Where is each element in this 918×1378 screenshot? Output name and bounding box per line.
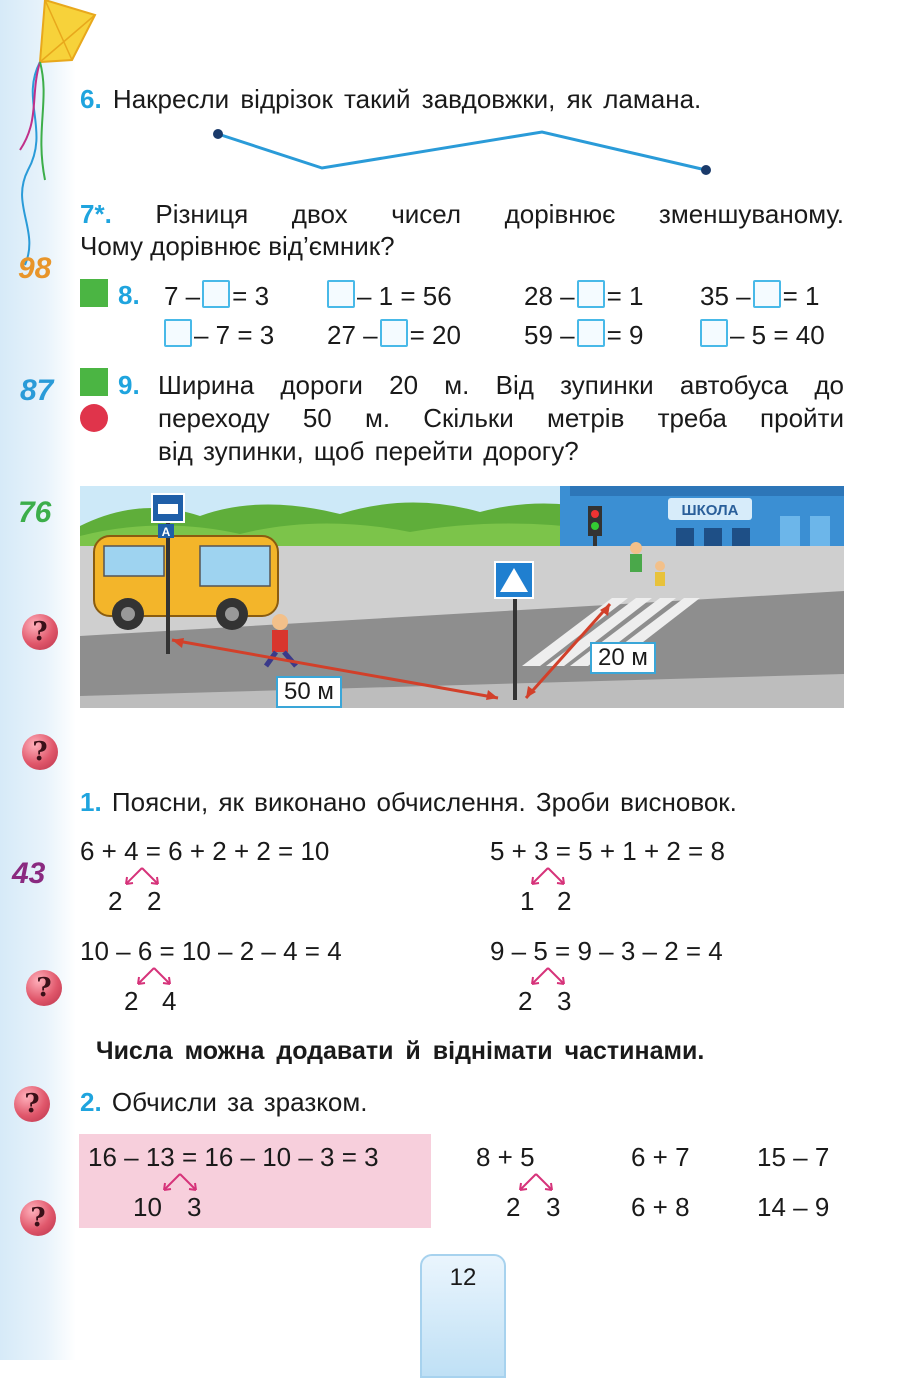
equation: 28 – = 1 bbox=[524, 281, 644, 311]
task-text: Обчисли за зразком. bbox=[111, 1087, 368, 1117]
task-number: 6. bbox=[80, 84, 102, 114]
task-1 bbox=[80, 787, 737, 818]
split-arrows-icon bbox=[120, 864, 164, 888]
part-value: 2 bbox=[147, 886, 162, 916]
exercise-expression: 6 + 8 bbox=[631, 1192, 690, 1222]
sample-expression: 16 – 13 = 16 – 10 – 3 = 3 bbox=[88, 1142, 379, 1172]
task-2 bbox=[80, 1087, 367, 1118]
task-number: 1. bbox=[80, 787, 102, 817]
task-text: Поясни, як виконано обчислення. Зроби висновок. bbox=[111, 787, 737, 817]
width-label: 20 м bbox=[590, 642, 656, 674]
task-number: 9. bbox=[118, 370, 140, 400]
part-value: 2 bbox=[124, 986, 139, 1016]
margin-number: 87 bbox=[20, 374, 54, 407]
question-icon: ? bbox=[22, 614, 58, 650]
exercise-expression: 8 + 5 bbox=[476, 1142, 535, 1172]
split-arrows-icon bbox=[514, 1170, 558, 1194]
question-icon: ? bbox=[20, 1200, 56, 1236]
polyline-figure bbox=[210, 126, 720, 178]
part-value: 3 bbox=[546, 1192, 561, 1222]
split-arrows-icon bbox=[132, 964, 176, 988]
equation: 7 – = 3 bbox=[164, 281, 270, 311]
task-6 bbox=[80, 84, 701, 115]
green-marker bbox=[80, 279, 108, 307]
task-9-line-1: Ширина дороги 20 м. Від зупинки автобуса до bbox=[158, 370, 844, 400]
street-illustration bbox=[80, 486, 844, 708]
task-text: Різниця двох чисел дорівнює зменшуваному. bbox=[155, 199, 844, 229]
bus-stop-letter: А bbox=[161, 525, 171, 539]
distance-label: 50 м bbox=[276, 676, 342, 708]
part-value: 4 bbox=[162, 986, 177, 1016]
part-value: 2 bbox=[518, 986, 533, 1016]
margin-number: 43 bbox=[12, 857, 46, 890]
rule-statement: Числа можна додавати й віднімати частинами. bbox=[96, 1037, 705, 1065]
part-value: 2 bbox=[506, 1192, 521, 1222]
task-number: 7*. bbox=[80, 199, 112, 229]
red-marker bbox=[80, 404, 108, 432]
part-value: 2 bbox=[108, 886, 123, 916]
margin-number: 98 bbox=[18, 252, 52, 285]
example-expression: 10 – 6 = 10 – 2 – 4 = 4 bbox=[80, 936, 342, 966]
task-9-line-3: від зупинки, щоб перейти дорогу? bbox=[158, 436, 579, 466]
example-expression: 5 + 3 = 5 + 1 + 2 = 8 bbox=[490, 836, 725, 866]
task-number: 2. bbox=[80, 1087, 102, 1117]
equation: 35 – = 1 bbox=[700, 281, 820, 311]
question-icon: ? bbox=[22, 734, 58, 770]
answer-box[interactable] bbox=[700, 319, 728, 347]
street-scene bbox=[80, 486, 844, 708]
split-arrows-icon bbox=[526, 864, 570, 888]
margin-number: 76 bbox=[18, 496, 52, 529]
equation: – 7 = 3 bbox=[162, 319, 274, 351]
task-text: Накресли відрізок такий завдовжки, як ламана. bbox=[112, 84, 702, 114]
equation: 59 – = 9 bbox=[524, 320, 644, 350]
exercise-expression: 6 + 7 bbox=[631, 1142, 690, 1172]
answer-box[interactable] bbox=[753, 280, 781, 308]
split-arrows-icon bbox=[526, 964, 570, 988]
task-7-line-2: Чому дорівнює від’ємник? bbox=[80, 231, 395, 261]
exercise-expression: 15 – 7 bbox=[757, 1142, 830, 1172]
page-number: 12 bbox=[449, 1264, 477, 1291]
task-9-line-2: переходу 50 м. Скільки метрів треба пройти bbox=[158, 403, 844, 433]
part-value: 2 bbox=[557, 886, 572, 916]
question-icon: ? bbox=[26, 970, 62, 1006]
equation: 27 – = 20 bbox=[327, 320, 461, 350]
task-number: 8. bbox=[118, 280, 140, 310]
answer-box[interactable] bbox=[327, 280, 355, 308]
equation: – 5 = 40 bbox=[698, 319, 825, 351]
part-value: 3 bbox=[557, 986, 572, 1016]
answer-box[interactable] bbox=[577, 280, 605, 308]
page-number-tab bbox=[420, 1254, 506, 1378]
exercise-expression: 14 – 9 bbox=[757, 1192, 830, 1222]
part-value: 3 bbox=[187, 1192, 202, 1222]
example-expression: 6 + 4 = 6 + 2 + 2 = 10 bbox=[80, 836, 330, 866]
equation: – 1 = 56 bbox=[325, 280, 452, 312]
answer-box[interactable] bbox=[202, 280, 230, 308]
answer-box[interactable] bbox=[577, 319, 605, 347]
task-7-line-1 bbox=[80, 199, 844, 230]
example-expression: 9 – 5 = 9 – 3 – 2 = 4 bbox=[490, 936, 723, 966]
part-value: 10 bbox=[133, 1192, 162, 1222]
part-value: 1 bbox=[520, 886, 535, 916]
question-icon: ? bbox=[14, 1086, 50, 1122]
answer-box[interactable] bbox=[380, 319, 408, 347]
answer-box[interactable] bbox=[164, 319, 192, 347]
green-marker bbox=[80, 368, 108, 396]
school-sign: ШКОЛА bbox=[681, 502, 739, 519]
split-arrows-icon bbox=[158, 1170, 202, 1194]
